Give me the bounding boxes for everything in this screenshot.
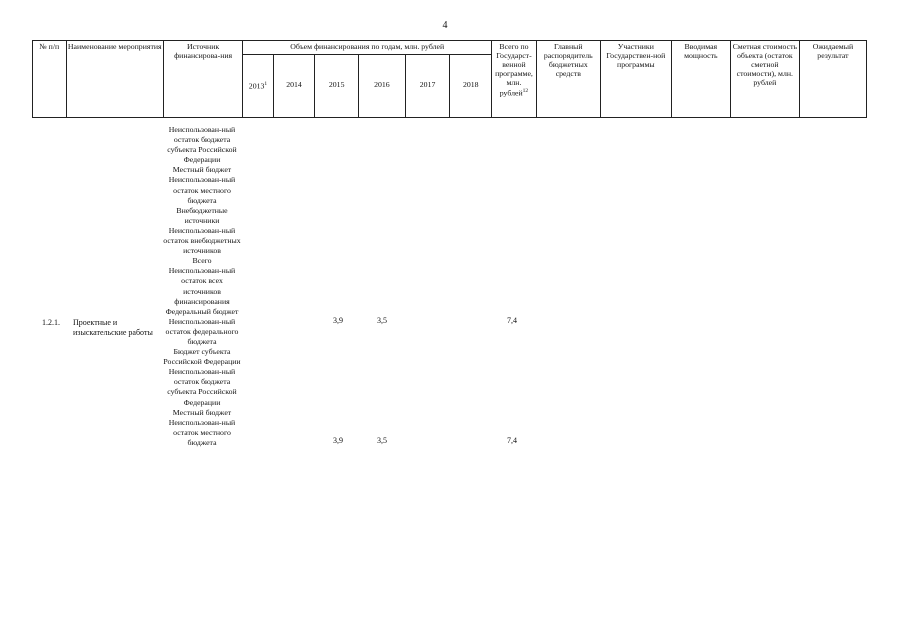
year-2014-header: 2014: [273, 54, 315, 117]
col-estimate-header: Сметная стоимость объекта (остаток сметной стоимости), млн. рублей: [730, 41, 799, 118]
total-2015-value: 3,9: [333, 316, 343, 325]
col-capacity-header: Вводимая мощность: [671, 41, 730, 118]
finance-table-header: [32, 40, 867, 118]
year-2013-label: 2013: [248, 81, 265, 91]
year-2016-header: 2016: [359, 54, 406, 117]
col-total-footnote: 12: [522, 87, 529, 94]
source-item: Бюджет субъекта Российской Федерации: [163, 347, 241, 367]
year-2013-footnote: 1: [264, 80, 268, 87]
year-2018-header: 2018: [450, 54, 492, 117]
col-name-header: Наименование мероприятия: [66, 41, 164, 118]
row-number: 1.2.1.: [42, 318, 60, 327]
source-item: Местный бюджет: [172, 165, 232, 175]
col-funding-group-header: Объем финансирования по годам, млн. рублей: [243, 41, 492, 55]
source-item: Неиспользован-ный остаток федерального бюджета: [165, 316, 239, 346]
year-2013-header: [243, 54, 273, 117]
total-sum-value: 7,4: [507, 316, 517, 325]
col-total-label: Всего по Государст-венной программе, млн. рублей: [495, 42, 533, 98]
source-column: [162, 125, 242, 448]
row-name: Проектные и изыскательские работы: [73, 318, 153, 337]
source-item: Неиспользован-ный остаток внебюджетных источников: [163, 225, 241, 256]
source-item: Неиспользован-ный остаток бюджета субъекта Российской Федерации: [167, 367, 237, 407]
page-number: 4: [442, 20, 448, 31]
source-item: Всего: [192, 256, 212, 266]
col-participants-header: Участники Государствен-ной программы: [600, 41, 671, 118]
source-item: Неиспользован-ный остаток всех источников финансирования: [168, 266, 236, 306]
subject-budget-2015-value: 3,9: [333, 436, 343, 445]
total-2016-value: 3,5: [377, 316, 387, 325]
subject-budget-2016-value: 3,5: [377, 436, 387, 445]
col-result-header: Ожидаемый результат: [799, 41, 866, 118]
source-item: Местный бюджет: [172, 407, 232, 417]
col-source-header: Источник финансирова-ния: [164, 41, 243, 118]
subject-budget-sum-value: 7,4: [507, 436, 517, 445]
col-main-manager-header: Главный распорядитель бюджетных средств: [536, 41, 600, 118]
source-item: Внебюджетные источники: [176, 205, 228, 225]
source-item: Неиспользован-ный остаток местного бюджета: [168, 417, 236, 447]
col-total-header: [492, 41, 537, 118]
year-2017-header: 2017: [405, 54, 450, 117]
source-item: Неиспользован-ный остаток местного бюджета: [168, 175, 236, 205]
col-num-header: № п/п: [33, 41, 67, 118]
source-item: Федеральный бюджет: [165, 306, 239, 316]
year-2015-header: 2015: [315, 54, 359, 117]
source-item: Неиспользован-ный остаток бюджета субъекта Российской Федерации: [167, 125, 237, 165]
